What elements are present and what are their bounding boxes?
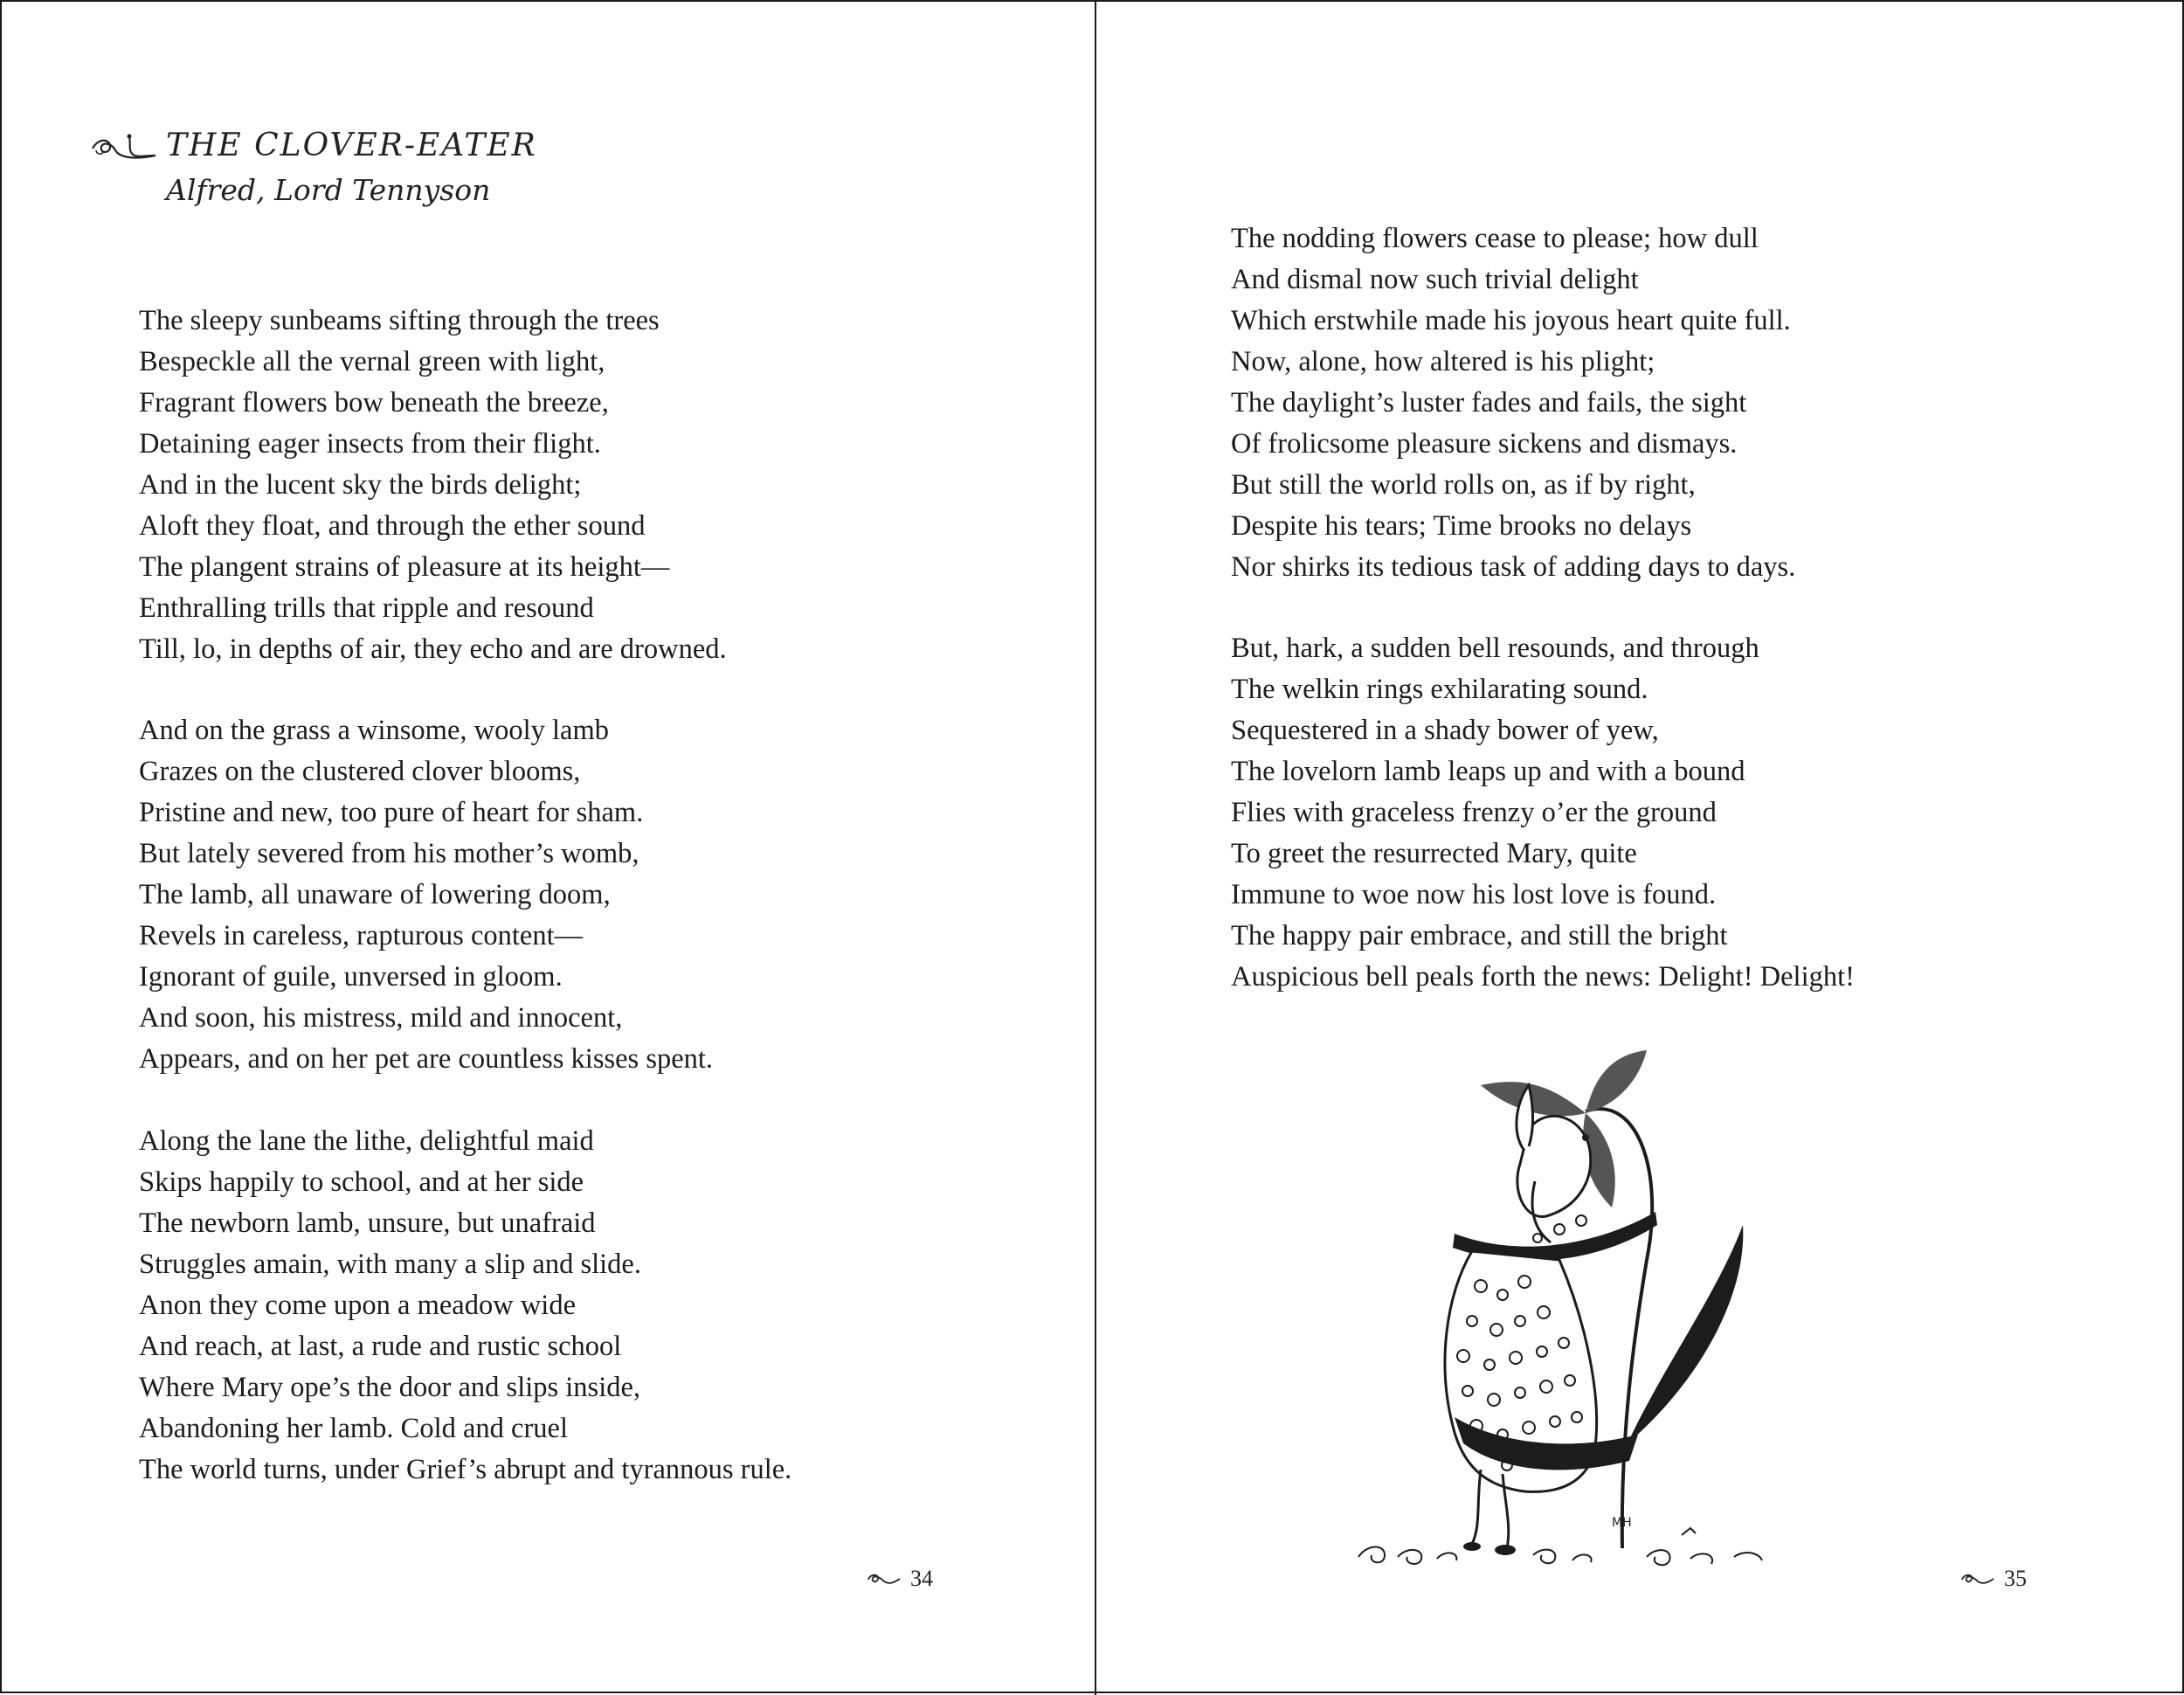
verse-line: Which erstwhile made his joyous heart quite full. <box>1231 305 1791 336</box>
verse-line: And in the lucent sky the birds delight; <box>139 469 582 501</box>
verse-line: Till, lo, in depths of air, they echo and are drowned. <box>139 633 727 665</box>
verse-line: Fragrant flowers bow beneath the breeze, <box>139 387 609 419</box>
page-number: 35 <box>2004 1566 2027 1591</box>
verse-line: But, hark, a sudden bell resounds, and through <box>1231 633 1759 664</box>
verse-line: The lamb, all unaware of lowering doom, <box>139 879 611 910</box>
verse-line: Skips happily to school, and at her side <box>139 1166 584 1198</box>
verse-line: Sequestered in a shady bower of yew, <box>1231 715 1659 746</box>
verse-line: Bespeckle all the vernal green with light, <box>139 346 605 377</box>
stanza-1 <box>139 301 727 670</box>
poem-title: THE CLOVER-EATER <box>166 128 537 163</box>
verse-line: The welkin rings exhilarating sound. <box>1231 674 1648 705</box>
stanza-3 <box>139 1121 791 1491</box>
verse-line: Now, alone, how altered is his plight; <box>1231 346 1655 377</box>
page-number-right <box>1960 1566 2027 1592</box>
verse-line: But lately severed from his mother’s womb, <box>139 838 639 869</box>
verse-line: Anon they come upon a meadow wide <box>139 1290 577 1321</box>
swirl-ornament-icon <box>1960 1571 1995 1587</box>
verse-line: To greet the resurrected Mary, quite <box>1231 838 1637 869</box>
verse-line: The world turns, under Grief’s abrupt and tyrannous rule. <box>139 1454 792 1485</box>
verse-line: And on the grass a winsome, wooly lamb <box>139 715 609 746</box>
verse-line: The daylight’s luster fades and fails, the sight <box>1231 387 1747 419</box>
verse-line: And soon, his mistress, mild and innocent, <box>139 1002 623 1034</box>
page-number: 34 <box>910 1566 933 1591</box>
verse-line: And dismal now such trivial delight <box>1231 264 1639 295</box>
swirl-ornament-icon <box>867 1571 902 1587</box>
verse-line: The plangent strains of pleasure at its height— <box>139 551 670 583</box>
verse-line: Struggles amain, with many a slip and slide. <box>139 1249 641 1280</box>
page-number-left <box>867 1566 933 1592</box>
verse-line: Along the lane the lithe, delightful maid <box>139 1125 594 1157</box>
lamb-illustration <box>1350 1033 1839 1574</box>
verse-line: The lovelorn lamb leaps up and with a bound <box>1231 756 1745 787</box>
verse-line: Revels in careless, rapturous content— <box>139 920 584 951</box>
verse-line: Despite his tears; Time brooks no delays <box>1231 510 1692 542</box>
verse-line: Abandoning her lamb. Cold and cruel <box>139 1413 568 1444</box>
verse-line: Flies with graceless frenzy o’er the ground <box>1231 797 1717 828</box>
verse-line: Appears, and on her pet are countless kisses spent. <box>139 1043 714 1075</box>
verse-line: Ignorant of guile, unversed in gloom. <box>139 961 563 993</box>
stanza-2 <box>139 710 713 1080</box>
artist-signature: MH <box>1612 1516 1632 1530</box>
left-page <box>2 2 1095 1695</box>
verse-line: And reach, at last, a rude and rustic school <box>139 1331 622 1362</box>
flourish-ornament-icon <box>89 129 159 164</box>
verse-line: But still the world rolls on, as if by right, <box>1231 469 1696 501</box>
verse-line: Immune to woe now his lost love is found. <box>1231 879 1717 910</box>
right-page <box>1096 2 2184 1695</box>
verse-line: Of frolicsome pleasure sickens and dismays. <box>1231 428 1738 460</box>
stanza-4 <box>1231 218 1795 588</box>
verse-line: Auspicious bell peals forth the news: Delight! Delight! <box>1231 961 1855 993</box>
verse-line: Detaining eager insects from their flight. <box>139 428 601 460</box>
verse-line: The happy pair embrace, and still the bright <box>1231 920 1728 951</box>
verse-line: Nor shirks its tedious task of adding days to days. <box>1231 551 1796 583</box>
verse-line: The newborn lamb, unsure, but unafraid <box>139 1207 596 1239</box>
verse-line: Where Mary ope’s the door and slips inside, <box>139 1372 641 1403</box>
verse-line: Aloft they float, and through the ether sound <box>139 510 646 542</box>
verse-line: Pristine and new, too pure of heart for sham. <box>139 797 644 828</box>
verse-line: The sleepy sunbeams sifting through the trees <box>139 305 660 336</box>
verse-line: Enthralling trills that ripple and resound <box>139 592 594 624</box>
stanza-5 <box>1231 628 1855 998</box>
poem-author: Alfred, Lord Tennyson <box>166 173 491 207</box>
verse-line: The nodding flowers cease to please; how dull <box>1231 223 1759 254</box>
verse-line: Grazes on the clustered clover blooms, <box>139 756 581 787</box>
